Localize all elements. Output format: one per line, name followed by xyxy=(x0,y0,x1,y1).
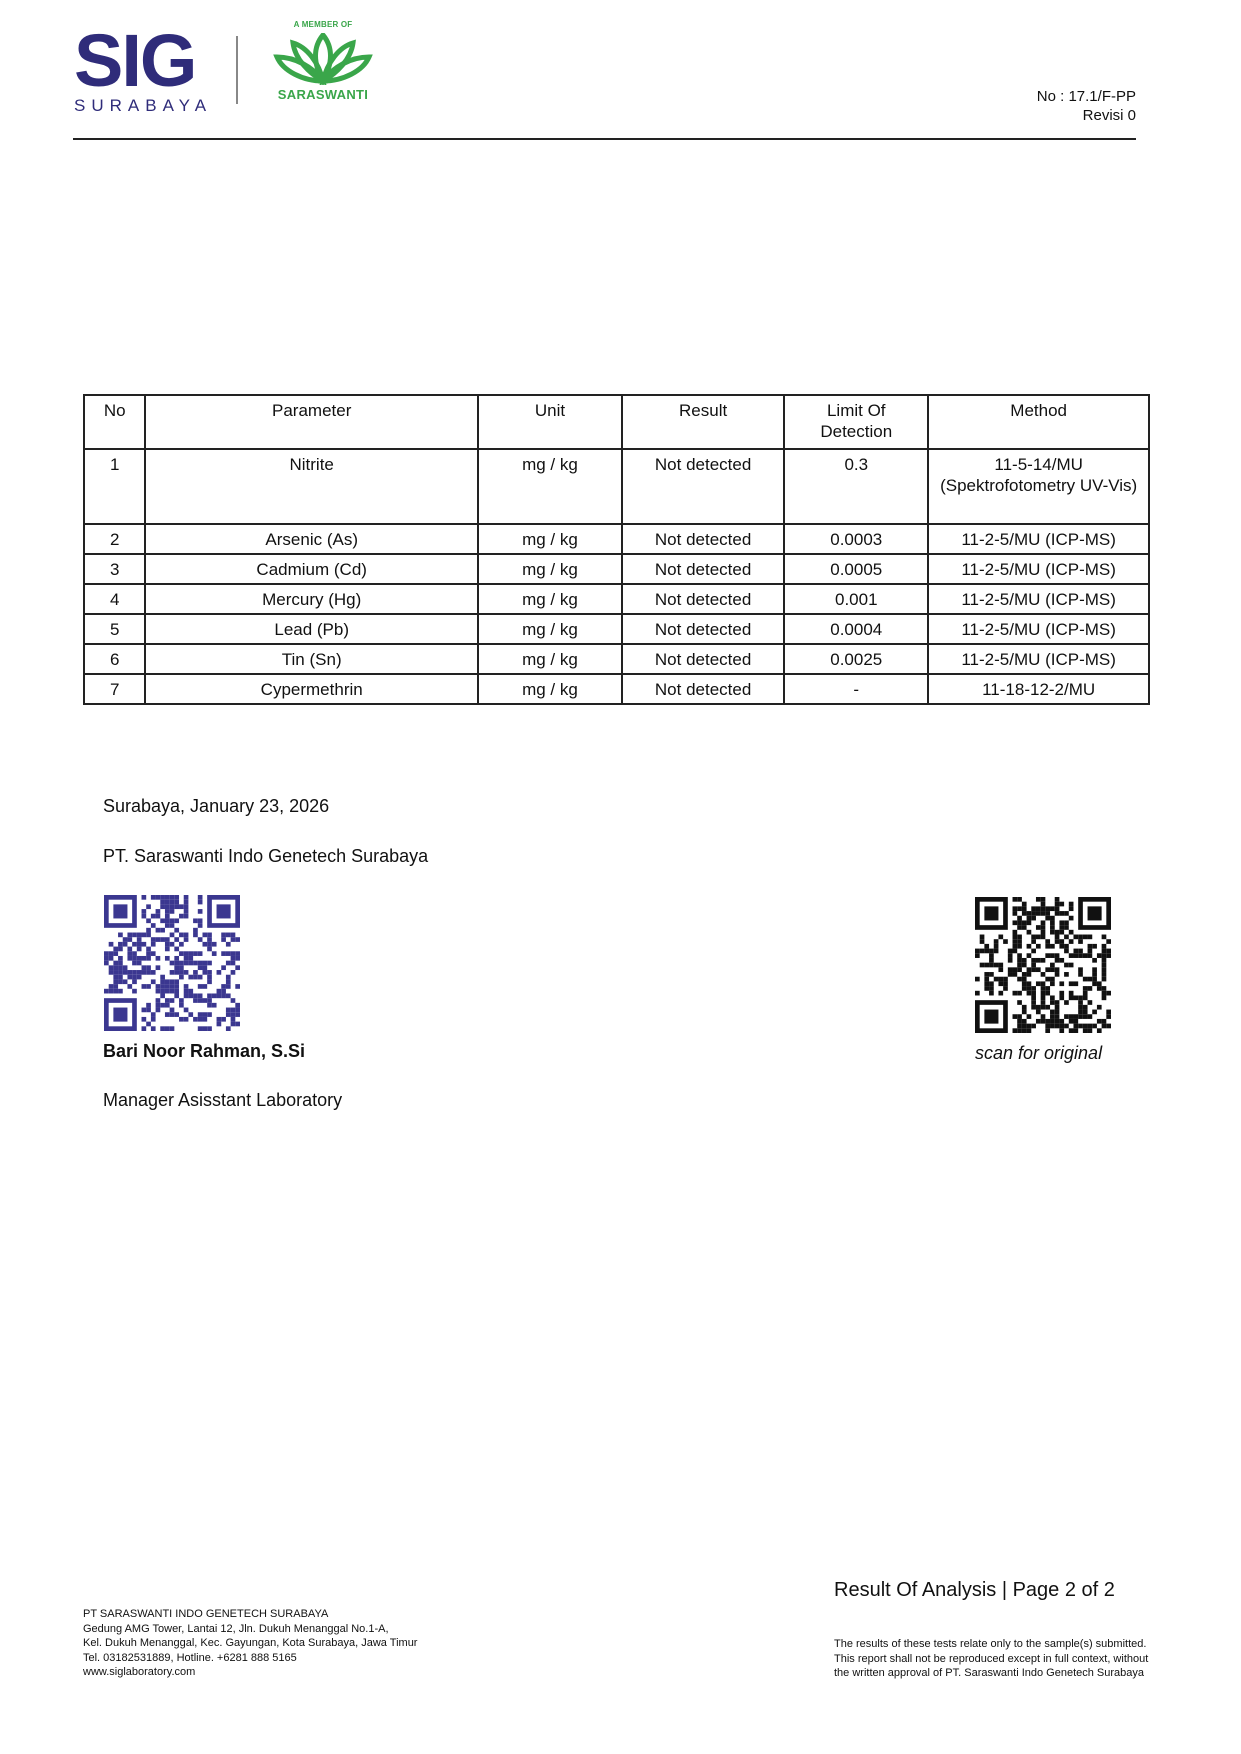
footer-address-line: Kel. Dukuh Menanggal, Kec. Gayungan, Kota Surabaya, Jawa Timur xyxy=(83,1637,418,1649)
sig-logo-city: SURABAYA xyxy=(74,96,213,115)
cell-parameter: Nitrite xyxy=(145,449,477,524)
footer-address-line: PT SARASWANTI INDO GENETECH SURABAYA xyxy=(83,1608,329,1620)
header-result: Result xyxy=(622,395,784,449)
footer-address xyxy=(83,1607,417,1680)
signer-role: Manager Asisstant Laboratory xyxy=(103,1090,343,1110)
signer-name: Bari Noor Rahman, S.Si xyxy=(103,1041,306,1061)
cell-method: 11-2-5/MU (ICP-MS) xyxy=(928,554,1149,584)
cell-unit: mg / kg xyxy=(478,449,622,524)
document-revision: Revisi 0 xyxy=(1082,107,1136,124)
saraswanti-name: SARASWANTI xyxy=(277,87,369,102)
cell-lod: 0.001 xyxy=(784,584,928,614)
cell-lod: 0.0025 xyxy=(784,644,928,674)
logo-divider xyxy=(236,36,238,104)
footer-note-line: The results of these tests relate only to the sample(s) submitted. xyxy=(834,1638,1147,1650)
table-row xyxy=(84,674,1149,704)
footer-disclaimer xyxy=(834,1637,1204,1681)
cell-unit: mg / kg xyxy=(478,614,622,644)
table-row xyxy=(84,449,1149,524)
table-row xyxy=(84,584,1149,614)
cell-parameter: Cypermethrin xyxy=(145,674,477,704)
cell-lod: 0.0003 xyxy=(784,524,928,554)
scan-for-original-label: scan for original xyxy=(975,1043,1103,1063)
cell-method: 11-2-5/MU (ICP-MS) xyxy=(928,614,1149,644)
member-of-label: A MEMBER OF xyxy=(293,20,353,29)
cell-parameter: Arsenic (As) xyxy=(145,524,477,554)
cell-unit: mg / kg xyxy=(478,644,622,674)
footer-address-line: Tel. 03182531889, Hotline. +6281 888 5165 xyxy=(83,1651,297,1664)
place-and-date: Surabaya, January 23, 2026 xyxy=(103,796,330,816)
cell-result: Not detected xyxy=(622,449,784,524)
cell-result: Not detected xyxy=(622,674,784,704)
footer-website[interactable]: www.siglaboratory.com xyxy=(83,1666,196,1678)
cell-method: 11-5-14/MU (Spektrofotometry UV-Vis) xyxy=(928,449,1149,524)
results-table xyxy=(83,394,1150,705)
saraswanti-member-logo xyxy=(268,20,378,102)
cell-lod: 0.3 xyxy=(784,449,928,524)
document-number: No : 17.1/F-PP xyxy=(1036,88,1136,105)
cell-result: Not detected xyxy=(622,554,784,584)
cell-method: 11-18-12-2/MU xyxy=(928,674,1149,704)
table-header-row xyxy=(84,395,1149,449)
cell-no: 1 xyxy=(84,449,145,524)
header-unit: Unit xyxy=(478,395,622,449)
cell-result: Not detected xyxy=(622,614,784,644)
table-row xyxy=(84,644,1149,674)
original-qr-code[interactable] xyxy=(975,897,1111,1033)
signature-qr-code xyxy=(104,895,240,1031)
cell-lod: - xyxy=(784,674,928,704)
cell-no: 6 xyxy=(84,644,145,674)
header-no: No xyxy=(84,395,145,449)
saraswanti-leaf-icon xyxy=(273,33,373,85)
table-row xyxy=(84,614,1149,644)
cell-lod: 0.0005 xyxy=(784,554,928,584)
header-limit-of-detection: Limit Of Detection xyxy=(784,395,928,449)
footer-title: Result Of Analysis | Page 2 of 2 xyxy=(834,1579,1115,1601)
cell-unit: mg / kg xyxy=(478,584,622,614)
cell-result: Not detected xyxy=(622,584,784,614)
cell-no: 7 xyxy=(84,674,145,704)
cell-result: Not detected xyxy=(622,524,784,554)
header-parameter: Parameter xyxy=(145,395,477,449)
company-name: PT. Saraswanti Indo Genetech Surabaya xyxy=(103,846,429,866)
cell-no: 4 xyxy=(84,584,145,614)
cell-no: 5 xyxy=(84,614,145,644)
cell-method: 11-2-5/MU (ICP-MS) xyxy=(928,524,1149,554)
cell-method: 11-2-5/MU (ICP-MS) xyxy=(928,644,1149,674)
sig-logo-letters: SIG xyxy=(74,19,196,102)
table-row xyxy=(84,554,1149,584)
footer-address-line: Gedung AMG Tower, Lantai 12, Jln. Dukuh Menanggal No.1-A, xyxy=(83,1622,389,1635)
cell-unit: mg / kg xyxy=(478,524,622,554)
cell-parameter: Tin (Sn) xyxy=(145,644,477,674)
cell-no: 2 xyxy=(84,524,145,554)
document-reference xyxy=(1037,87,1136,125)
cell-unit: mg / kg xyxy=(478,554,622,584)
cell-parameter: Cadmium (Cd) xyxy=(145,554,477,584)
table-row xyxy=(84,524,1149,554)
cell-parameter: Mercury (Hg) xyxy=(145,584,477,614)
header-method: Method xyxy=(928,395,1149,449)
sig-surabaya-logo xyxy=(74,19,214,116)
cell-parameter: Lead (Pb) xyxy=(145,614,477,644)
footer-note-line: This report shall not be reproduced except in full context, without xyxy=(834,1652,1149,1665)
cell-unit: mg / kg xyxy=(478,674,622,704)
header-rule xyxy=(73,138,1136,140)
footer-note-line: the written approval of PT. Saraswanti Indo Genetech Surabaya xyxy=(834,1667,1145,1679)
cell-lod: 0.0004 xyxy=(784,614,928,644)
cell-result: Not detected xyxy=(622,644,784,674)
cell-method: 11-2-5/MU (ICP-MS) xyxy=(928,584,1149,614)
cell-no: 3 xyxy=(84,554,145,584)
